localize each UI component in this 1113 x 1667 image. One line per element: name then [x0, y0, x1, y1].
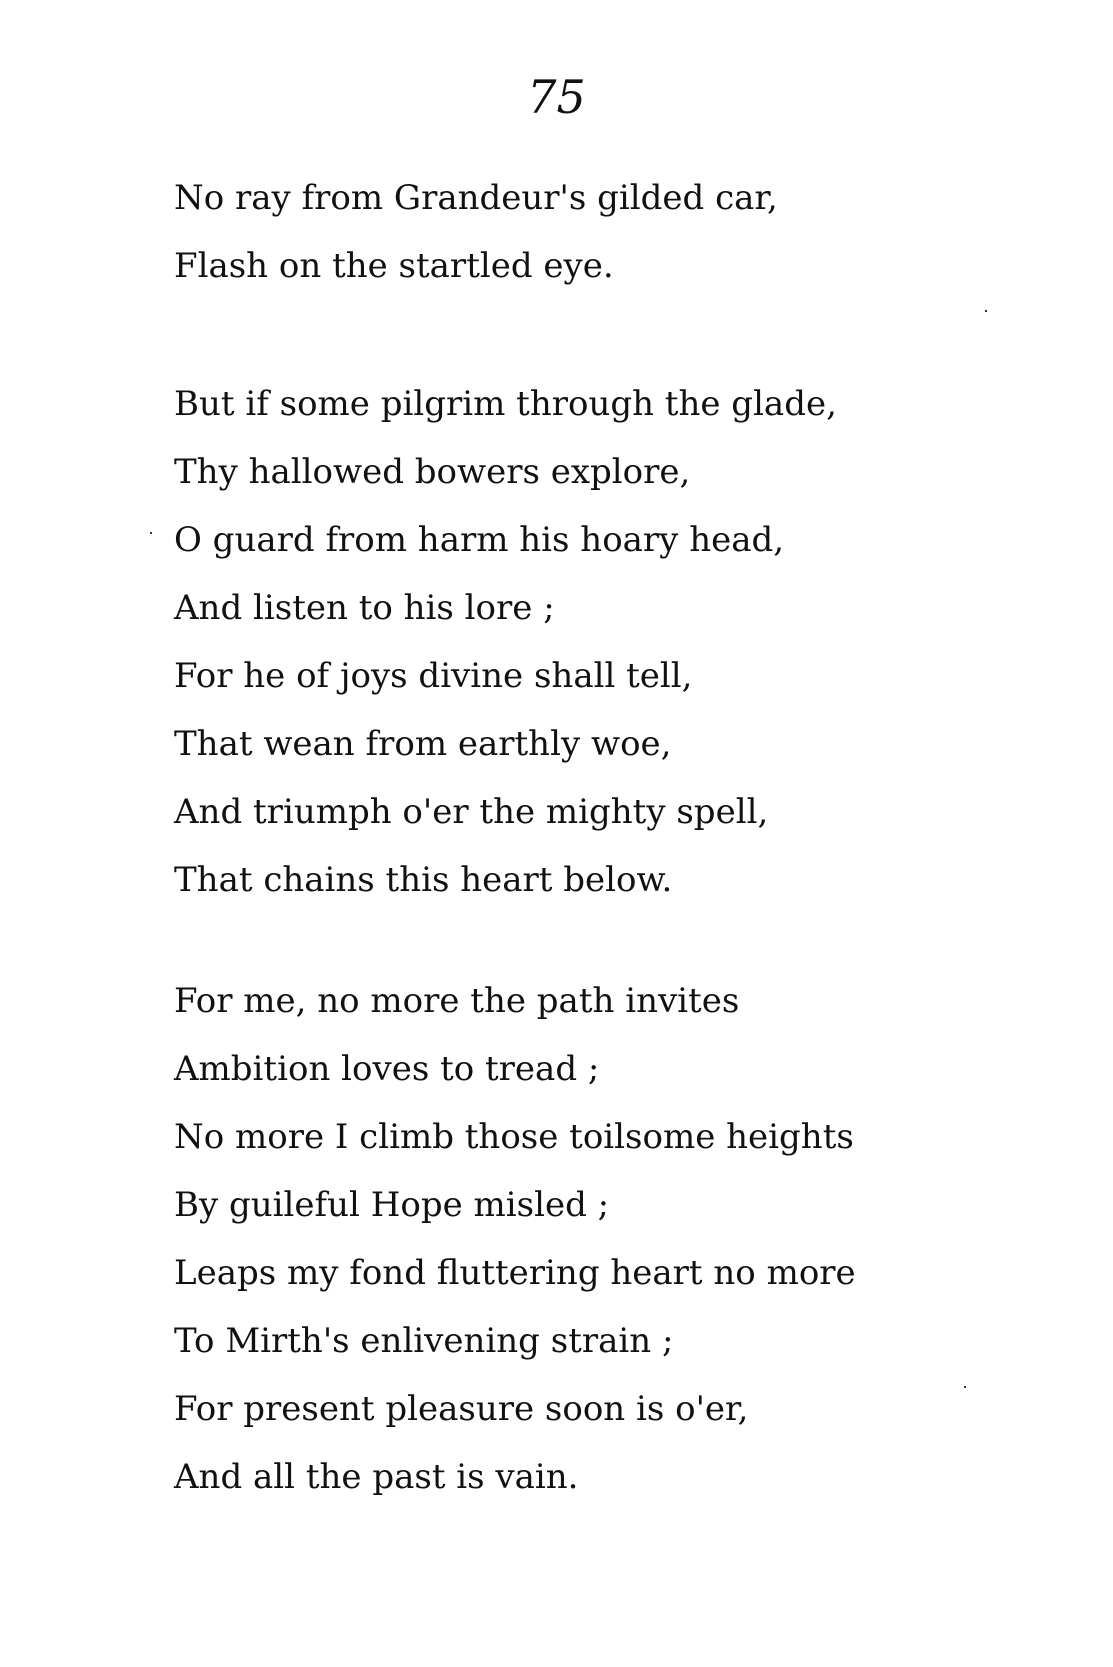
poem-line: No ray from Grandeur's gilded car, [174, 178, 778, 218]
poem-line: To Mirth's enlivening strain ; [174, 1321, 674, 1361]
poem-line: And listen to his lore ; [174, 588, 555, 628]
poem-line: Leaps my fond fluttering heart no more [174, 1253, 856, 1293]
poem-line: Thy hallowed bowers explore, [174, 452, 691, 492]
stanza-3 [174, 967, 1034, 1511]
poem-line: But if some pilgrim through the glade, [174, 384, 837, 424]
scan-speck [964, 1386, 966, 1388]
poem-line: That wean from earthly woe, [174, 724, 672, 764]
poem-line: Flash on the startled eye. [174, 246, 614, 286]
stanza-1 [174, 164, 1034, 300]
scan-speck [150, 532, 152, 534]
stanza-2 [174, 370, 1034, 914]
poem-line: For me, no more the path invites [174, 981, 740, 1021]
poem-line: By guileful Hope misled ; [174, 1185, 610, 1225]
poem-line: O guard from harm his hoary head, [174, 520, 785, 560]
poem-line: Ambition loves to tread ; [174, 1049, 600, 1089]
poem-line: For present pleasure soon is o'er, [174, 1389, 749, 1429]
poem-line: No more I climb those toilsome heights [174, 1117, 854, 1157]
page-number: 75 [527, 70, 586, 124]
poem-line: And triumph o'er the mighty spell, [174, 792, 769, 832]
scan-speck [985, 310, 987, 312]
poem-line: And all the past is vain. [174, 1457, 579, 1497]
poem-line: That chains this heart below. [174, 860, 673, 900]
poem-line: For he of joys divine shall tell, [174, 656, 693, 696]
